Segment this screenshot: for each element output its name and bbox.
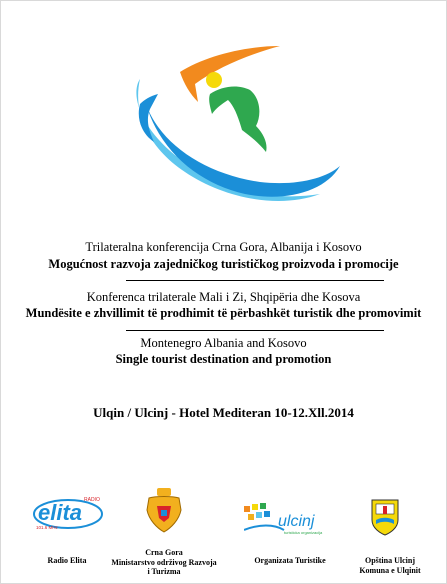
tourism-logo-small: turisticka organizacija (284, 530, 323, 535)
tourism-logo-text: ulcinj (278, 513, 315, 530)
ministry-line3: i Turizma (147, 567, 181, 576)
yellow-head (206, 72, 222, 88)
municipality-line1: Opština Ulcinj (364, 556, 415, 565)
blue-ribbon (139, 94, 158, 142)
radio-elita-label: Radio Elita (47, 556, 87, 565)
ministry-line1: Crna Gora (145, 548, 183, 557)
green-figure (209, 87, 266, 152)
municipality-line2: Komuna e Ulqinit (359, 565, 421, 575)
conference-subtitle-sq: Mundësite e zhvillimit të prodhimit të përbashkët turistik dhe promovimit (25, 306, 422, 320)
conference-subtitle-en: Single tourist destination and promotion (115, 352, 332, 366)
municipality-label (340, 556, 440, 575)
radio-elita-logo-icon (30, 492, 110, 532)
radio-logo-text: elita (38, 500, 83, 525)
tourism-swoosh-logo-icon (110, 34, 342, 224)
montenegro-coat-of-arms-icon (145, 488, 183, 534)
divider-1 (126, 280, 384, 281)
conference-title-en: Montenegro Albania and Kosovo (140, 336, 307, 350)
ministry-label (102, 548, 226, 577)
conference-title-sq: Konferenca trilaterale Mali i Zi, Shqipëria dhe Kosova (86, 290, 361, 304)
ministry-line2: Ministarstvo održivog Razvoja (111, 557, 217, 567)
venue-date: Ulqin / Ulcinj - Hotel Mediteran 10-12.Xll.2014 (93, 405, 354, 420)
radio-logo-freq: 101.6 MHz (36, 525, 58, 530)
tourism-organization-label: Organizata Turistike (254, 556, 326, 565)
ulcinj-coat-of-arms-icon (370, 498, 400, 536)
divider-2 (126, 330, 384, 331)
conference-title-me: Trilateralna konferencija Crna Gora, Albanija i Kosovo (85, 240, 362, 254)
tourism-organization-logo-icon (244, 500, 330, 538)
radio-logo-small: RADIO (84, 497, 100, 503)
conference-subtitle-me: Mogućnost razvoja zajedničkog turističkog proizvoda i promocije (48, 257, 399, 271)
